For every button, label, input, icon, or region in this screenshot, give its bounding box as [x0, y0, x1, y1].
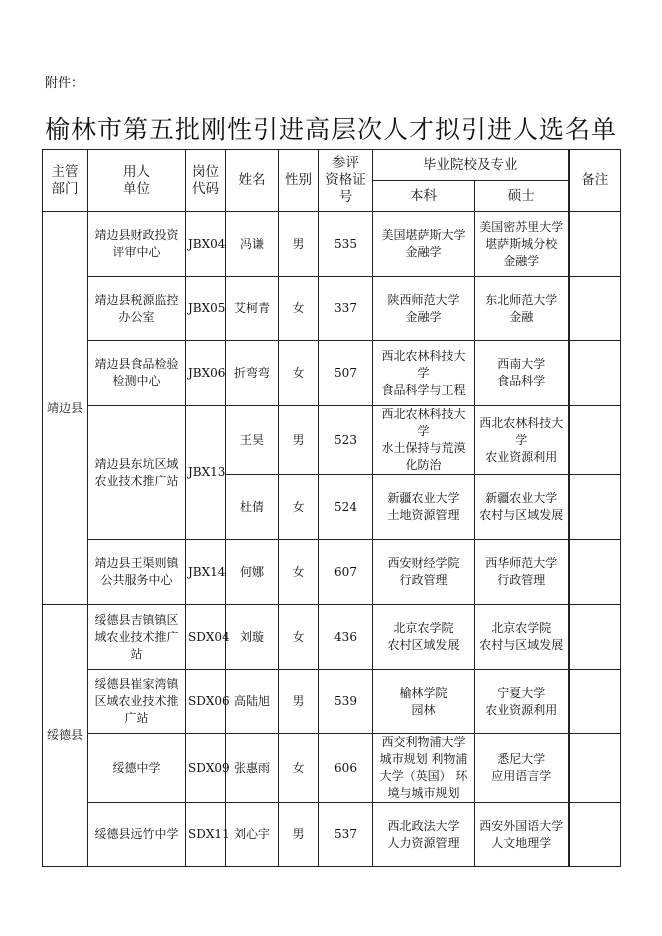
- header-dept: 主管 部门: [43, 150, 88, 212]
- master-cell: 悉尼大学 应用语言学: [475, 734, 569, 803]
- name-cell: 刘心宇: [226, 803, 279, 867]
- cert-cell: 337: [319, 277, 373, 341]
- unit-cell: 绥德县远竹中学: [88, 803, 186, 867]
- table-row: [43, 803, 621, 867]
- table-row: [43, 540, 621, 605]
- gender-cell: 男: [279, 212, 319, 277]
- gender-cell: 男: [279, 406, 319, 475]
- bachelor-cell: 美国堪萨斯大学 金融学: [373, 212, 475, 277]
- gender-cell: 女: [279, 277, 319, 341]
- document-title: 榆林市第五批刚性引进高层次人才拟引进人选名单: [44, 115, 617, 144]
- code-cell: JBX04: [186, 212, 226, 277]
- name-cell: 艾柯青: [226, 277, 279, 341]
- header-bachelor: 本科: [373, 181, 475, 212]
- candidate-table: [42, 149, 621, 867]
- code-cell: JBX13: [186, 406, 226, 540]
- remark-cell: [569, 540, 621, 605]
- code-cell: SDX04: [186, 605, 226, 670]
- cert-cell: 537: [319, 803, 373, 867]
- table-row: [43, 734, 621, 803]
- bachelor-cell: 西北农林科技大 学 食品科学与工程: [373, 341, 475, 406]
- header-code: 岗位 代码: [186, 150, 226, 212]
- master-cell: 美国密苏里大学 堪萨斯城分校 金融学: [475, 212, 569, 277]
- cert-cell: 507: [319, 341, 373, 406]
- remark-cell: [569, 212, 621, 277]
- table-row: [43, 605, 621, 670]
- master-cell: 新疆农业大学 农村与区域发展: [475, 475, 569, 540]
- header-cert: 参评 资格证 号: [319, 150, 373, 212]
- remark-cell: [569, 734, 621, 803]
- cert-cell: 524: [319, 475, 373, 540]
- bachelor-cell: 西北政法大学 人力资源管理: [373, 803, 475, 867]
- dept-cell: 绥德县: [43, 605, 88, 867]
- gender-cell: 女: [279, 540, 319, 605]
- remark-cell: [569, 605, 621, 670]
- code-cell: JBX06: [186, 341, 226, 406]
- bachelor-cell: 榆林学院 园林: [373, 670, 475, 734]
- remark-cell: [569, 803, 621, 867]
- master-cell: 北京农学院 农村与区域发展: [475, 605, 569, 670]
- code-cell: SDX09: [186, 734, 226, 803]
- code-cell: JBX05: [186, 277, 226, 341]
- name-cell: 王昊: [226, 406, 279, 475]
- table-row: [43, 212, 621, 277]
- remark-cell: [569, 475, 621, 540]
- gender-cell: 女: [279, 475, 319, 540]
- master-cell: 东北师范大学 金融: [475, 277, 569, 341]
- table-row: [43, 277, 621, 341]
- header-unit: 用人 单位: [88, 150, 186, 212]
- cert-cell: 523: [319, 406, 373, 475]
- table-row: [43, 341, 621, 406]
- code-cell: JBX14: [186, 540, 226, 605]
- remark-cell: [569, 277, 621, 341]
- bachelor-cell: 新疆农业大学 土地资源管理: [373, 475, 475, 540]
- bachelor-cell: 西安财经学院 行政管理: [373, 540, 475, 605]
- unit-cell: 绥德中学: [88, 734, 186, 803]
- header-remark: 备注: [569, 150, 621, 212]
- cert-cell: 607: [319, 540, 373, 605]
- name-cell: 折弯弯: [226, 341, 279, 406]
- attachment-label: 附件：: [45, 76, 85, 91]
- cert-cell: 539: [319, 670, 373, 734]
- name-cell: 冯谦: [226, 212, 279, 277]
- table-row: [43, 670, 621, 734]
- cert-cell: 436: [319, 605, 373, 670]
- unit-cell: 绥德县吉镇镇区 域农业技术推广 站: [88, 605, 186, 670]
- gender-cell: 男: [279, 670, 319, 734]
- name-cell: 张惠雨: [226, 734, 279, 803]
- unit-cell: 靖边县东坑区域 农业技术推广站: [88, 406, 186, 540]
- master-cell: 宁夏大学 农业资源利用: [475, 670, 569, 734]
- gender-cell: 女: [279, 734, 319, 803]
- code-cell: SDX11: [186, 803, 226, 867]
- name-cell: 何娜: [226, 540, 279, 605]
- header-school: 毕业院校及专业: [373, 150, 569, 181]
- gender-cell: 女: [279, 605, 319, 670]
- remark-cell: [569, 670, 621, 734]
- master-cell: 西南大学 食品科学: [475, 341, 569, 406]
- remark-cell: [569, 406, 621, 475]
- bachelor-cell: 西交利物浦大学 城市规划 利物浦 大学（英国） 环 境与城市规划: [373, 734, 475, 803]
- dept-cell: 靖边县: [43, 212, 88, 605]
- remark-cell: [569, 341, 621, 406]
- code-cell: SDX06: [186, 670, 226, 734]
- header-gender: 性别: [279, 150, 319, 212]
- unit-cell: 靖边县王渠则镇 公共服务中心: [88, 540, 186, 605]
- gender-cell: 女: [279, 341, 319, 406]
- name-cell: 刘璇: [226, 605, 279, 670]
- cert-cell: 535: [319, 212, 373, 277]
- unit-cell: 靖边县税源监控 办公室: [88, 277, 186, 341]
- bachelor-cell: 西北农林科技大 学 水土保持与荒漠 化防治: [373, 406, 475, 475]
- master-cell: 西安外国语大学 人文地理学: [475, 803, 569, 867]
- header-master: 硕士: [475, 181, 569, 212]
- bachelor-cell: 陕西师范大学 金融学: [373, 277, 475, 341]
- cert-cell: 606: [319, 734, 373, 803]
- master-cell: 西北农林科技大 学 农业资源利用: [475, 406, 569, 475]
- master-cell: 西华师范大学 行政管理: [475, 540, 569, 605]
- name-cell: 杜倩: [226, 475, 279, 540]
- unit-cell: 靖边县财政投资 评审中心: [88, 212, 186, 277]
- header-name: 姓名: [226, 150, 279, 212]
- gender-cell: 男: [279, 803, 319, 867]
- unit-cell: 绥德县崔家湾镇 区域农业技术推 广站: [88, 670, 186, 734]
- name-cell: 高陆旭: [226, 670, 279, 734]
- table-row: [43, 406, 621, 475]
- bachelor-cell: 北京农学院 农村区域发展: [373, 605, 475, 670]
- unit-cell: 靖边县食品检验 检测中心: [88, 341, 186, 406]
